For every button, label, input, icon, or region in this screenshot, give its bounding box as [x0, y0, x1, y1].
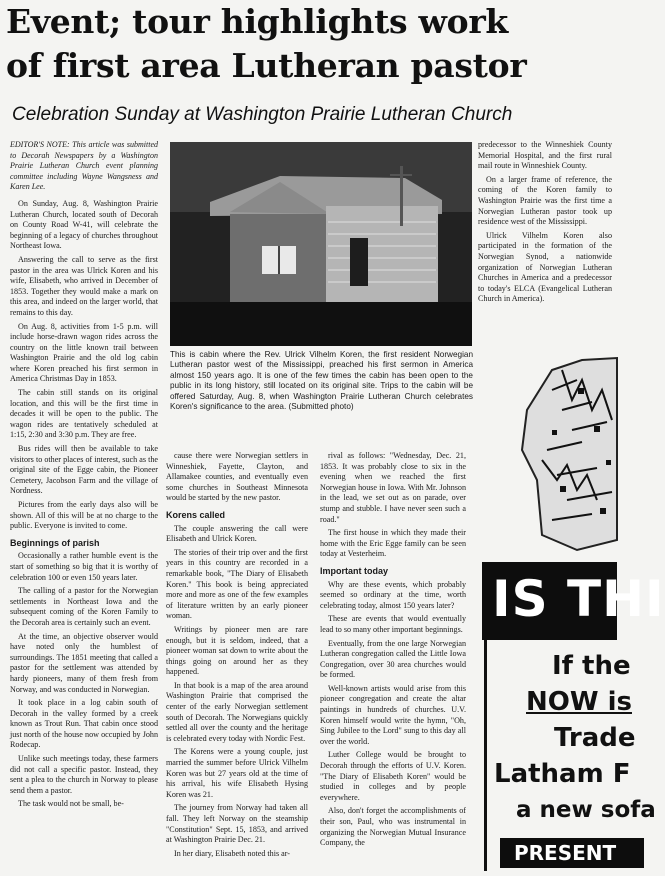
- section-heading: Korens called: [166, 509, 226, 520]
- photo-caption: This is cabin where the Rev. Ulrick Vilhelm Koren, the first resident Norwegian Lutheran pastor west of the Mississippi, preached his first sermon in America almost 150 years ago. It is one of the few times the cabin has been open to the public in its long history, still located on its original site. Trips to the cabin will be offered Saturday, Aug. 8, when Washington Prairie Lutheran Church celebrates Koren's significance to the area. (Submitted photo): [170, 350, 473, 412]
- ad-text: [494, 648, 656, 828]
- cabin-photo-image: [170, 142, 472, 346]
- paragraph: rival as follows: "Wednesday, Dec. 21, 1853. It was probably close to six in the evening when we reached the first Norwegian house in Iowa. With Mr. Johnson in the lead, we set out as on parade, over stump and stubble. I have never seen such a road.": [320, 451, 466, 524]
- advertisement: [482, 330, 665, 871]
- paragraph: cause there were Norwegian settlers in Winneshiek, Fayette, Clayton, and Allamakee counties, and eventually even some churches in Southeast Minnesota would be started by the new pastor.: [166, 451, 308, 503]
- paragraph: On a larger frame of reference, the coming of the Koren family to Washington Prairie was the first time a Norwegian Lutheran pastor took up residence west of the Mississippi.: [478, 174, 612, 227]
- paragraph: Well-known artists would arise from this pioneer congregation and create the altar paintings in hundreds of churches. U.V. Koren himself would write the hymn, "Oh, Sing Jubilee to the Lord" sung to this day all over the world.: [320, 683, 466, 746]
- section-heading: Important today: [320, 565, 389, 576]
- paragraph: On Sunday, Aug. 8, Washington Prairie Lutheran Church, located south of Decorah on County Road W-41, will celebrate the beginning of a legacy of churches throughout Northeast Iowa.: [10, 198, 158, 251]
- paragraph: The Korens were a young couple, just married the summer before Ulrick Vilhelm Koren was but 27 years old at the time of his arrival, his wife Elisabeth Hysing Koren was 21.: [166, 747, 308, 799]
- article-column-1: [10, 140, 158, 813]
- paragraph: Answering the call to serve as the first pastor in the area was Ulrick Koren and his wife, Elisabeth, who arrived in December of 1853. Together they would make a mark on this area, and indeed on the larger world, that remains to this day.: [10, 254, 158, 317]
- paragraph: In her diary, Elisabeth noted this ar-: [174, 848, 290, 858]
- paragraph: Ulrick Vilhelm Koren also participated in the formation of the Norwegian Synod, a nationwide organization of Norwegian Lutheran Churches in America and a predecessor to today's ELCA (Evangelical Lutheran Church in America).: [478, 230, 612, 304]
- article-column-4: [478, 140, 612, 308]
- article-column-3: [320, 451, 466, 852]
- paragraph: The task would not be small, be-: [18, 799, 124, 809]
- cabin-photo: [170, 142, 472, 346]
- paragraph: Writings by pioneer men are rare enough, but it is seldom, indeed, that a pioneer woman sat down to write about the things going on around her as they happened.: [166, 624, 308, 677]
- article-column-2: [166, 451, 308, 862]
- paragraph: The stories of their trip over and the first years in this country are recorded in a remarkable book, "The Diary of Elisabeth Koren." This book is being appreciated more and more as one of the few examples of literature written by an early pioneer woman.: [166, 547, 308, 621]
- paragraph: Pictures from the early days also will be shown. All of this will be at no charge to the public. Everyone is invited to come.: [10, 500, 158, 531]
- paragraph: The couple answering the call were Elisabeth and Ulrick Koren.: [166, 523, 308, 544]
- headline-line-1: Event; tour highlights work: [6, 2, 508, 41]
- paragraph: Why are these events, which probably seemed so ordinary at the time, worth celebrating today, almost 150 years later?: [320, 579, 466, 610]
- ad-bottom-bar: PRESENT: [500, 838, 644, 868]
- paragraph: Occasionally a rather humble event is the start of something so big that it is worthy of celebration 100 or even 150 years later.: [10, 551, 158, 582]
- paragraph: The first house in which they made their home with the Eric Egge family can be seen today at Vesterheim.: [320, 528, 466, 559]
- paragraph: On Aug. 8, activities from 1-5 p.m. will include horse-drawn wagon rides across the country on the little known trail between Washington Prairie and the old log cabin where Koren preached his first sermon in America Christmas Day in 1853.: [10, 321, 158, 384]
- ad-line: If the: [552, 651, 631, 681]
- paragraph: Bus rides will then be available to take visitors to other places of interest, such as the original site of the Egge cabin, the Pioneer Cemetery, Jacobson Farm and the village of Nordness.: [10, 444, 158, 496]
- paragraph: These are events that would eventually lead to so many other important beginnings.: [320, 614, 466, 634]
- editors-note: EDITOR'S NOTE: This article was submitted to Decorah Newspapers by a Washington Prairie Lutheran Church event planning committee including Wayne Wangsness and Karen Lee.: [10, 140, 158, 192]
- paragraph: Eventually, from the one large Norwegian Lutheran congregation called the Little Iowa Congregation, over 30 area churches would be formed.: [320, 638, 466, 680]
- paragraph: The cabin still stands on its original location, and this will be the first time in decades it will be open to the public. The wagon rides are tentatively scheduled at 1:15, 2:30 and 3:30 p.m. They are free.: [10, 388, 158, 440]
- paragraph: Also, don't forget the accomplishments of their son, Paul, who was instrumental in organizing the Norwegian Mutual Insurance Company, the: [320, 806, 466, 848]
- paragraph: The journey from Norway had taken all fall. They left Norway on the steamship "Constitution" Sept. 15, 1853, and arrived at Washington Prairie Dec. 21.: [166, 803, 308, 845]
- paragraph: In that book is a map of the area around Washington Prairie that comprised the center of the early Norwegian settlement south of Decorah. The Norwegians quickly settled all over the county and the heritage is celebrated every today with Nordic Fest.: [166, 680, 308, 743]
- subheadline: Celebration Sunday at Washington Prairie Lutheran Church: [12, 104, 513, 125]
- paragraph: At the time, an objective observer would have noted only the humblest of surroundings. The 1851 meeting that called a pastor for the settlement was attended by hardy pioneers, many of them fresh from Norway, and was conducted in Norwegian.: [10, 631, 158, 694]
- ad-line: NOW is: [526, 687, 632, 717]
- paragraph: The calling of a pastor for the Norwegian settlements in Northeast Iowa and the subsequent coming of the Koren Family to the Decorah area is certainly such an event.: [10, 586, 158, 627]
- paragraph: It took place in a log cabin south of Decorah in the valley formed by a creek known as Trout Run. That cabin once stood just north of the house now occupied by John Rodecap.: [10, 698, 158, 750]
- ad-line: Trade: [554, 723, 636, 753]
- paragraph: predecessor to the Winneshiek County Memorial Hospital, and the first rural mail route in Winneshiek County.: [478, 140, 612, 171]
- headline-line-2: of first area Lutheran pastor: [6, 46, 527, 85]
- ad-line: a new sofa: [516, 797, 656, 823]
- ad-line: Latham F: [494, 759, 631, 789]
- paragraph: Unlike such meetings today, these farmers did not call a specific pastor. Instead, they sent a plea to the church in Norway to please send them a pastor.: [10, 754, 158, 795]
- headline: [6, 0, 616, 88]
- paragraph: Luther College would be brought to Decorah through the efforts of U.V. Koren. "The Diary of Elisabeth Koren" would be studied in colleges and by people everywhere.: [320, 750, 466, 802]
- ad-banner: IS THI: [492, 570, 665, 628]
- section-heading: Beginnings of parish: [10, 537, 100, 548]
